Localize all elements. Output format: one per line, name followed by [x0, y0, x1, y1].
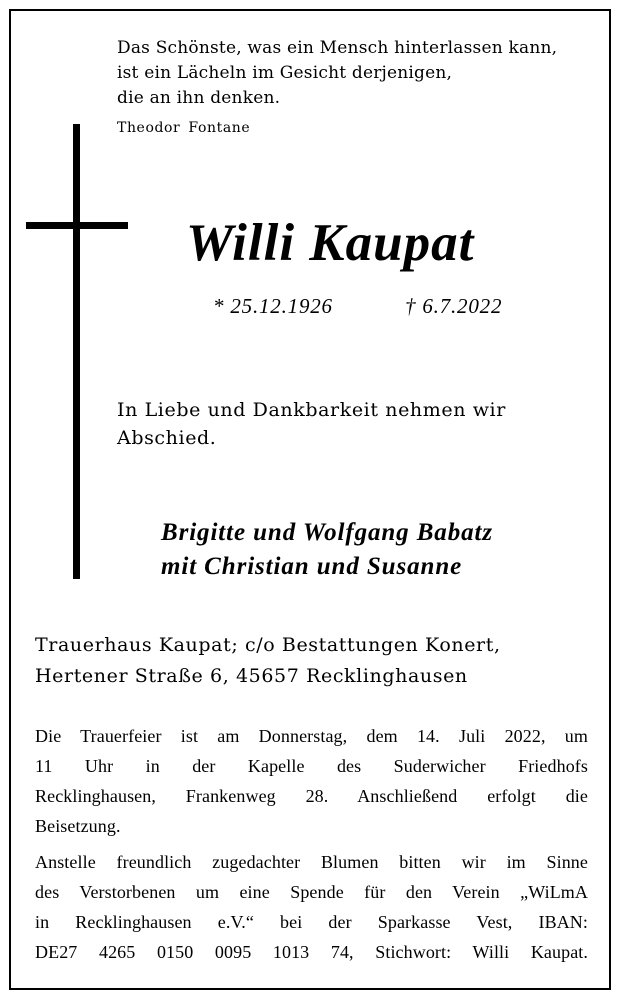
- farewell-line: Abschied.: [117, 427, 217, 449]
- donation-line: in Recklinghausen e.V.“ bei der Sparkasse Vest, IBAN:: [35, 912, 588, 932]
- cross-icon-horizontal-bar: [26, 222, 128, 229]
- mourners-line: mit Christian und Susanne: [161, 553, 463, 580]
- donation-text: [35, 847, 588, 967]
- funeral-ceremony-text: [35, 721, 588, 841]
- address-line: Hertener Straße 6, 45657 Recklinghausen: [35, 665, 468, 687]
- quote-author: Theodor Fontane: [117, 120, 251, 136]
- mourning-house-address: [35, 630, 501, 692]
- mourners-line: Brigitte und Wolfgang Babatz: [161, 519, 493, 546]
- donation-line: des Verstorbenen um eine Spende für den Verein „WiLmA: [35, 882, 588, 902]
- farewell-line: In Liebe und Dankbarkeit nehmen wir: [117, 399, 506, 421]
- ceremony-line: 11 Uhr in der Kapelle des Suderwicher Friedhofs: [35, 756, 588, 776]
- donation-line: DE27 4265 0150 0095 1013 74, Stichwort: Willi Kaupat.: [35, 942, 588, 962]
- quote-line: Das Schönste, was ein Mensch hinterlassen kann,: [117, 38, 558, 58]
- quote-line: ist ein Lächeln im Gesicht derjenigen,: [117, 63, 453, 83]
- address-line: Trauerhaus Kaupat; c/o Bestattungen Konert,: [35, 634, 501, 656]
- quote-line: die an ihn denken.: [117, 88, 281, 108]
- border-frame: [9, 9, 611, 990]
- farewell-text: [117, 396, 506, 452]
- birth-date: * 25.12.1926: [213, 294, 333, 318]
- ceremony-line: Beisetzung.: [35, 816, 121, 836]
- deceased-name: Willi Kaupat: [186, 214, 475, 272]
- ceremony-line: Die Trauerfeier ist am Donnerstag, dem 14. Juli 2022, um: [35, 726, 588, 746]
- death-date: † 6.7.2022: [405, 294, 503, 318]
- donation-line: Anstelle freundlich zugedachter Blumen bitten wir im Sinne: [35, 852, 588, 872]
- quote: [117, 36, 557, 111]
- ceremony-line: Recklinghausen, Frankenweg 28. Anschließend erfolgt die: [35, 786, 588, 806]
- mourners: [161, 516, 493, 584]
- cross-icon-vertical-bar: [73, 124, 80, 579]
